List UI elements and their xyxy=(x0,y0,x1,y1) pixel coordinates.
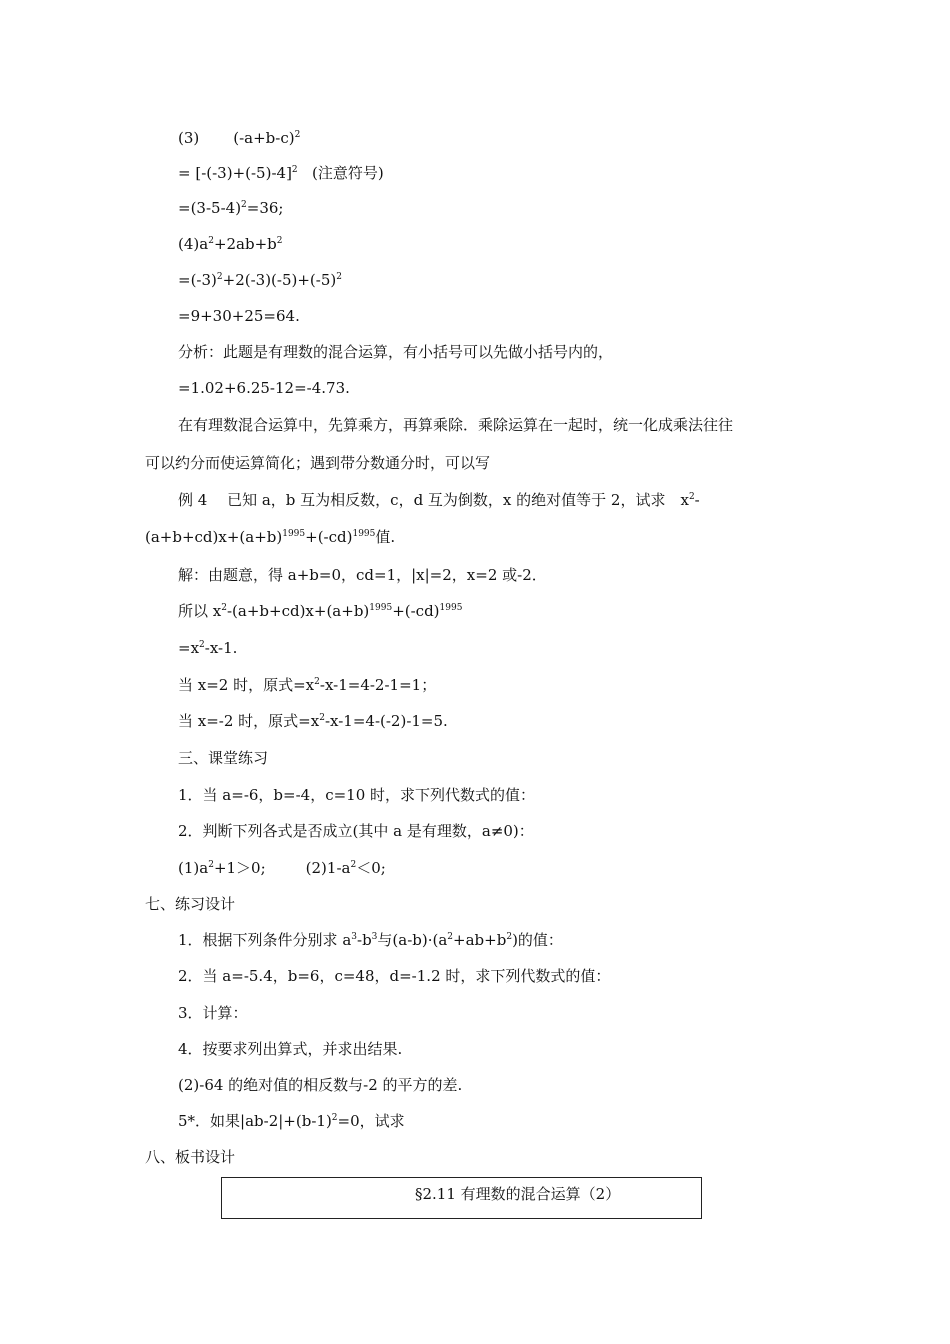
exercise-item-2: 2．当 a=-5.4，b=6，c=48，d=-1.2 时，求下列代数式的值： xyxy=(178,967,611,985)
practice-item-2: 2．判断下列各式是否成立(其中 a 是有理数，a≠0)： xyxy=(178,822,534,840)
section-board-design: 八、板书设计 xyxy=(145,1148,236,1166)
example-4-heading: 例 4 已知 a，b 互为相反数，c，d 互为倒数，x 的绝对值等于 2，试求 $x^2-$ xyxy=(178,491,700,509)
exercise-item-3: 3．计算： xyxy=(178,1004,248,1022)
practice-item-1: 1．当 a=-6，b=-4，c=10 时，求下列代数式的值： xyxy=(178,786,536,804)
section-exercise-design: 七、练习设计 xyxy=(145,895,236,913)
exercise-item-5: 5*．如果$|ab-2|+(b-1)^2=0$，试求 xyxy=(178,1112,405,1130)
paragraph-continuation: 可以约分而使运算简化；遇到带分数通分时，可以写 xyxy=(145,454,491,472)
line-result-64: =9+30+25=64. xyxy=(178,307,300,325)
exercise-item-1: 1．根据下列条件分别求 $a^3-b^3$与$(a-b)\cdot(a^2+ab+b^2)$的值： xyxy=(178,931,563,949)
solution-simplified: $=x^2-x-1$. xyxy=(178,639,238,657)
exercise-item-4: 4．按要求列出算式，并求出结果. xyxy=(178,1040,403,1058)
line-3-expression: (3) $(-a+b-c)^2$ xyxy=(178,129,301,147)
board-design-title: §2.11 有理数的混合运算（2） xyxy=(415,1185,621,1203)
exercise-item-4-part-2: (2)-64 的绝对值的相反数与-2 的平方的差. xyxy=(178,1076,463,1094)
line-result-decimal: =1.02+6.25-12=-4.73. xyxy=(178,379,350,397)
line-substitution: = $[-(-3)+(-5)-4]^2$ (注意符号) xyxy=(178,164,384,182)
solution-line: 解：由题意，得 a+b=0，cd=1，|x|=2，x=2 或-2． xyxy=(178,566,547,584)
section-classroom-practice: 三、课堂练习 xyxy=(178,749,269,767)
case-x-minus-2: 当 x=-2 时，原式$=x^2-x-1=4-(-2)-1=5$. xyxy=(178,712,448,730)
board-design-box xyxy=(221,1177,702,1219)
case-x-2: 当 x=2 时，原式$=x^2-x-1=4-2-1=1$； xyxy=(178,676,437,694)
line-4-expression: $(4)a^2+2ab+b^2$ xyxy=(178,235,283,253)
practice-item-2-parts: $(1)a^2+1>0$; $(2)1-a^2<0$; xyxy=(178,859,386,877)
solution-expression: 所以 $x^2-(a+b+cd)x+(a+b)^{1995}+(-cd)^{1995}$ xyxy=(178,602,463,620)
paragraph-mixed-operations: 在有理数混合运算中，先算乘方，再算乘除．乘除运算在一起时，统一化成乘法往往 xyxy=(178,416,734,434)
line-result-36: $=(3-5-4)^2=36$; xyxy=(178,199,284,217)
example-4-expression: $(a+b+cd)x+(a+b)^{1995}+(-cd)^{1995}$值. xyxy=(145,528,396,546)
analysis-text: 分析：此题是有理数的混合运算，有小括号可以先做小括号内的， xyxy=(178,343,614,361)
line-substitution-2: $=(-3)^2+2(-3)(-5)+(-5)^2$ xyxy=(178,271,342,289)
